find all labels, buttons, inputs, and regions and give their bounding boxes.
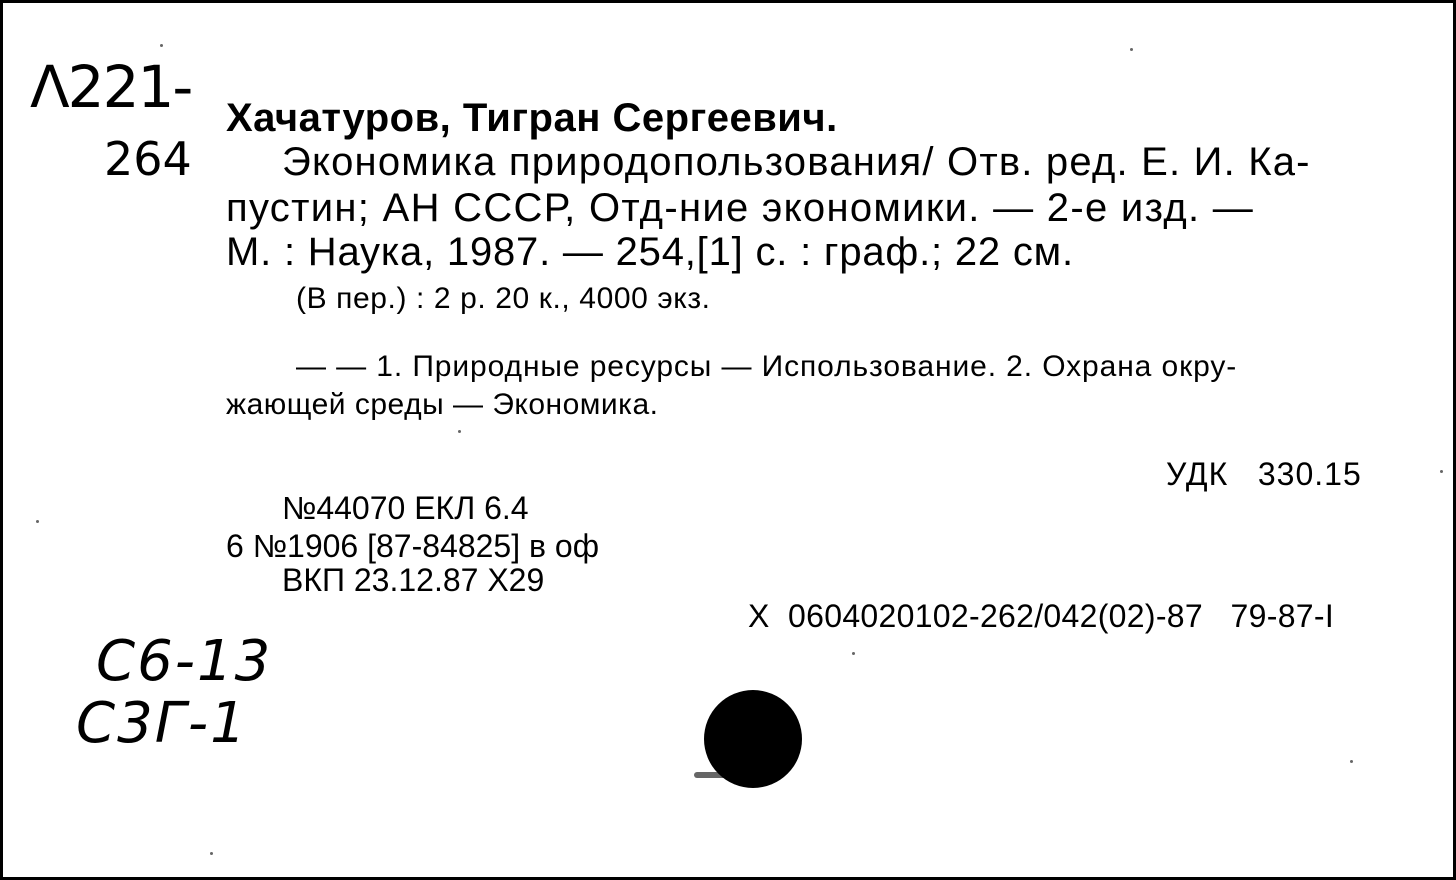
- subject-line-2: жающей среды — Экономика.: [226, 388, 659, 421]
- publisher-code-line: Х 0604020102-262/042(02)-87 79-87-I: [748, 598, 1335, 634]
- inventory-line-1: №44070 ЕКЛ 6.4: [282, 490, 529, 526]
- punch-hole-smudge: [694, 772, 750, 778]
- subject-line-1: — — 1. Природные ресурсы — Использование. 2. Охрана окру-: [296, 350, 1238, 383]
- scan-speck: [160, 44, 163, 47]
- card-border-left: [0, 0, 3, 880]
- author-heading: Хачатуров, Тигран Сергеевич.: [226, 96, 838, 140]
- card-border-top: [0, 0, 1456, 3]
- handwritten-note-2: С3Г-1: [76, 691, 248, 756]
- scan-speck: [852, 652, 855, 655]
- inventory-line-2: 6 №1906 [87-84825] в оф: [226, 528, 600, 564]
- title-line-1: Экономика природопользования/ Отв. ред. Е. И. Ка-: [282, 140, 1311, 184]
- scan-speck: [1130, 48, 1133, 51]
- scan-speck: [210, 852, 213, 855]
- shelf-mark-line1: Λ221-: [30, 53, 192, 121]
- scan-speck: [458, 430, 461, 433]
- inventory-line-3: ВКП 23.12.87 Х29: [282, 562, 545, 598]
- scan-speck: [36, 520, 39, 523]
- scan-speck: [1440, 470, 1443, 473]
- scan-speck: [1350, 760, 1353, 763]
- title-line-3: М. : Наука, 1987. — 254,[1] с. : граф.; 22 см.: [226, 230, 1074, 274]
- title-line-2: пустин; АН СССР, Отд-ние экономики. — 2-е изд. —: [226, 186, 1255, 230]
- shelf-mark-line2: 264: [104, 132, 192, 186]
- udk-code: УДК 330.15: [1166, 456, 1362, 492]
- price-line: (В пер.) : 2 р. 20 к., 4000 экз.: [296, 282, 711, 315]
- handwritten-note-1: С6-13: [96, 629, 273, 694]
